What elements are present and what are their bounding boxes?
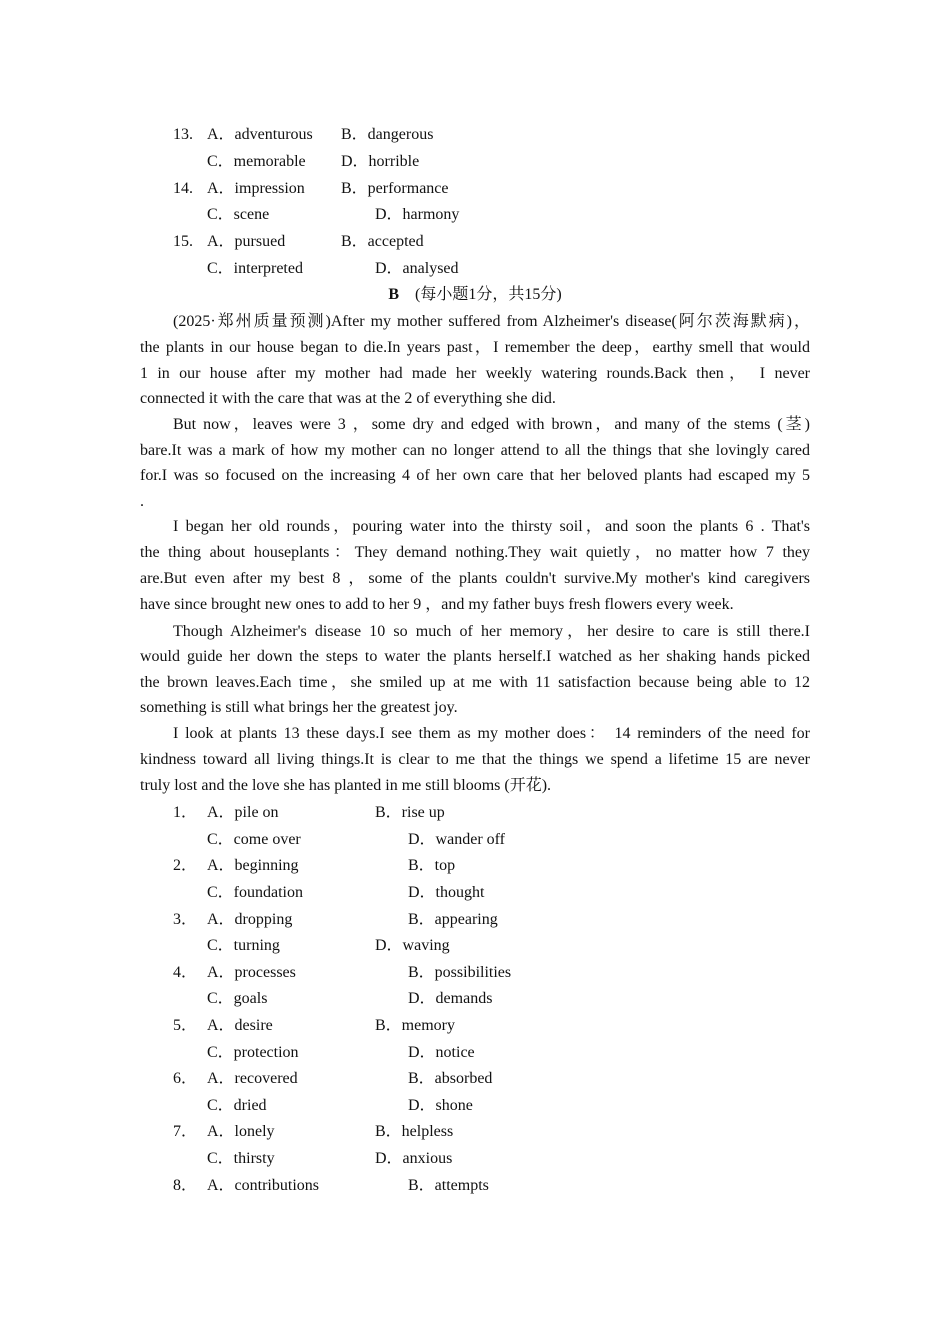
option-c: C．foundation xyxy=(207,884,303,901)
passage-line: the thing about houseplants：They demand nothing.They wait quietly，no matter how 7 they xyxy=(140,544,810,561)
question-number: 8． xyxy=(173,1177,198,1194)
option-a: A．impression xyxy=(207,180,305,197)
option-d: D．shone xyxy=(408,1097,473,1114)
option-b: B．attempts xyxy=(408,1177,489,1194)
question-number: 6． xyxy=(173,1070,198,1087)
passage-line: But now，leaves were 3 ，some dry and edged with brown，and many of the stems (茎) xyxy=(173,416,811,433)
passage-line: are.But even after my best 8 ，some of the plants couldn't survive.My mother's kind caregivers xyxy=(140,570,810,587)
option-b: B．top xyxy=(408,857,456,874)
passage-line: the plants in our house began to die.In years past，I remember the deep，earthy smell that would xyxy=(140,339,811,356)
option-a: A．recovered xyxy=(207,1070,298,1087)
option-a: A．dropping xyxy=(207,911,293,928)
option-d: D．harmony xyxy=(375,206,460,223)
option-a: A．processes xyxy=(207,964,296,981)
question-number: 1． xyxy=(173,804,198,821)
question-number: 4． xyxy=(173,964,198,981)
passage-line: Though Alzheimer's disease 10 so much of her memory，her desire to care is still there.I xyxy=(173,623,810,640)
passage-line: bare.It was a mark of how my mother can no longer attend to all the things that she lovingly cared xyxy=(140,442,810,459)
option-b: B．helpless xyxy=(375,1123,454,1140)
passage-line: would guide her down the steps to water the plants herself.I watched as her shaking hands picked xyxy=(140,648,810,665)
passage-line: something is still what brings her the greatest joy. xyxy=(140,699,458,716)
passage-line: I look at plants 13 these days.I see them as my mother does： 14 reminders of the need for xyxy=(173,725,810,742)
question-number: 7． xyxy=(173,1123,198,1140)
option-d: D．analysed xyxy=(375,260,459,277)
option-b: B．rise up xyxy=(375,804,445,821)
option-d: D．wander off xyxy=(408,831,506,848)
option-b: B．appearing xyxy=(408,911,498,928)
passage-line: 1 in our house after my mother had made her weekly watering rounds.Back then， I never xyxy=(140,365,810,382)
option-c: C．scene xyxy=(207,206,270,223)
option-c: C．turning xyxy=(207,937,280,954)
passage-line: connected it with the care that was at the 2 of everything she did. xyxy=(140,390,556,407)
passage-line: for.I was so focused on the increasing 4 of her own care that her beloved plants had escaped my 5 xyxy=(140,467,810,484)
option-c: C．come over xyxy=(207,831,301,848)
option-a: A．pursued xyxy=(207,233,286,250)
option-c: C．dried xyxy=(207,1097,267,1114)
option-a: A．pile on xyxy=(207,804,279,821)
passage-line: (2025·郑州质量预测)After my mother suffered from Alzheimer's disease(阿尔茨海默病)， xyxy=(173,313,810,330)
passage-line: . xyxy=(140,493,144,510)
option-d: D．thought xyxy=(408,884,485,901)
question-number: 14. xyxy=(173,180,193,197)
question-number: 15. xyxy=(173,233,193,250)
option-c: C．protection xyxy=(207,1044,299,1061)
option-a: A．beginning xyxy=(207,857,299,874)
option-d: D．waving xyxy=(375,937,450,954)
option-a: A．desire xyxy=(207,1017,273,1034)
option-a: A．adventurous xyxy=(207,126,313,143)
option-d: D．anxious xyxy=(375,1150,453,1167)
option-c: C．thirsty xyxy=(207,1150,275,1167)
option-c: C．goals xyxy=(207,990,268,1007)
section-note: (每小题1分，共15分) xyxy=(415,286,562,303)
option-b: B．performance xyxy=(341,180,449,197)
option-b: B．possibilities xyxy=(408,964,512,981)
question-number: 2． xyxy=(173,857,198,874)
passage-line: have since brought new ones to add to her 9 ，and my father buys fresh flowers every week. xyxy=(140,596,734,613)
question-number: 5． xyxy=(173,1017,198,1034)
option-b: B．accepted xyxy=(341,233,424,250)
question-number: 3． xyxy=(173,911,198,928)
passage-line: truly lost and the love she has planted in me still blooms (开花). xyxy=(140,777,552,794)
section-heading xyxy=(0,282,950,308)
option-a: A．contributions xyxy=(207,1177,319,1194)
passage-line: kindness toward all living things.It is clear to me that the things we spend a lifetime 15 are never xyxy=(140,751,810,768)
section-title: B xyxy=(388,286,399,303)
passage-line: the brown leaves.Each time，she smiled up at me with 11 satisfaction because being able to 12 xyxy=(140,674,810,691)
option-d: D．demands xyxy=(408,990,493,1007)
option-a: A．lonely xyxy=(207,1123,275,1140)
option-b: B．dangerous xyxy=(341,126,434,143)
question-number: 13. xyxy=(173,126,193,143)
option-c: C．memorable xyxy=(207,153,306,170)
option-b: B．memory xyxy=(375,1017,455,1034)
option-b: B．absorbed xyxy=(408,1070,493,1087)
option-d: D．horrible xyxy=(341,153,420,170)
option-c: C．interpreted xyxy=(207,260,303,277)
option-d: D．notice xyxy=(408,1044,475,1061)
passage-line: I began her old rounds，pouring water into the thirsty soil，and soon the plants 6 . That's xyxy=(173,518,810,535)
